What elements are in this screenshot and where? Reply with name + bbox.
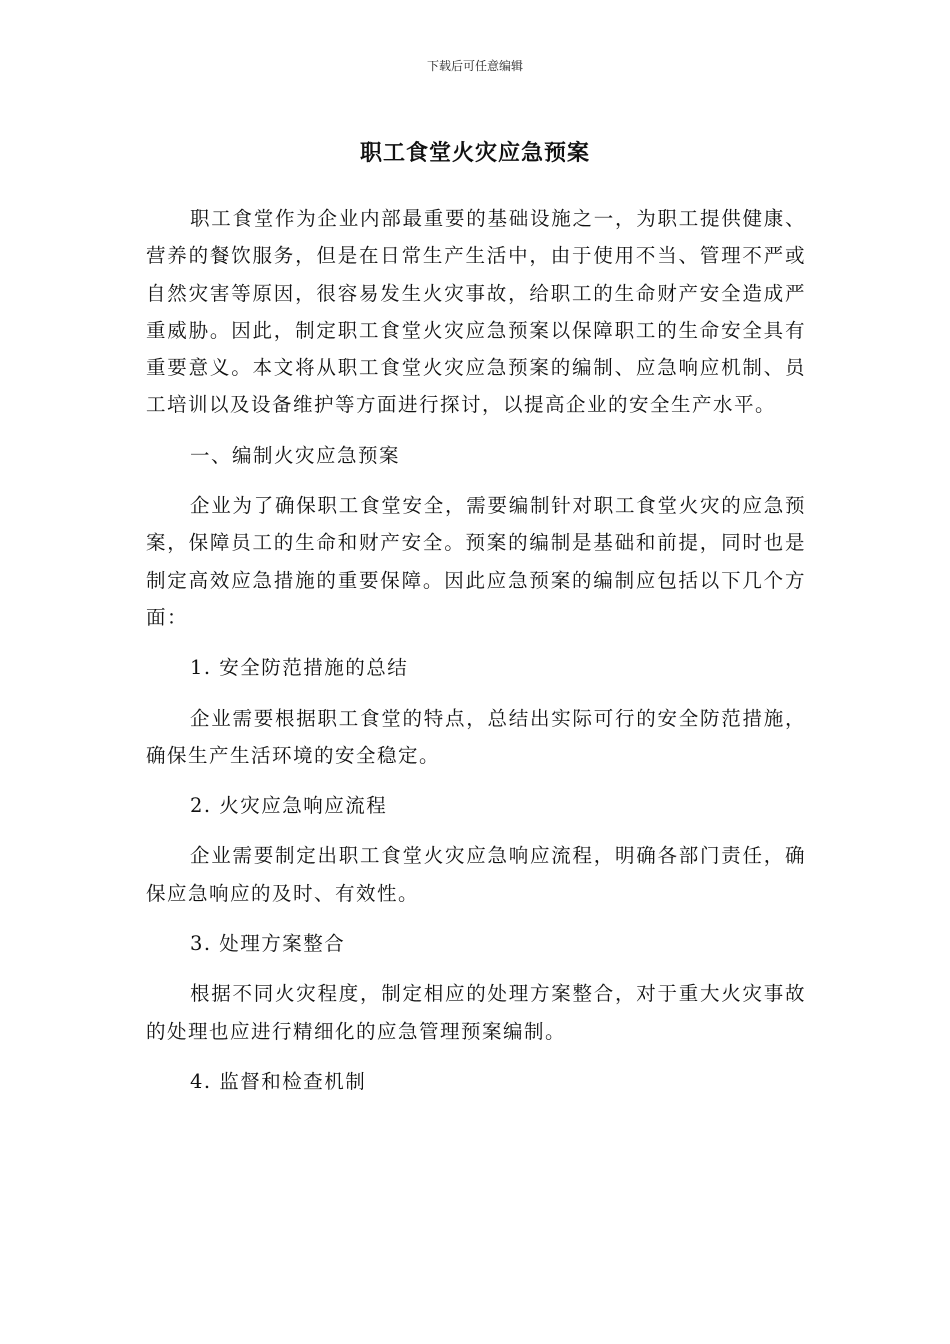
document-body <box>146 200 806 1100</box>
subheading-4: 4. 监督和检查机制 <box>190 1069 367 1093</box>
subheading-2: 2. 火灾应急响应流程 <box>190 794 388 818</box>
subheading-1: 1. 安全防范措施的总结 <box>190 656 409 680</box>
subheading-3-paragraph: 根据不同火灾程度，制定相应的处理方案整合，对于重大火灾事故的处理也应进行精细化的应急管理预案编制。 <box>146 982 806 1043</box>
header-note: 下载后可任意编辑 <box>426 59 523 73</box>
intro-paragraph: 职工食堂作为企业内部最重要的基础设施之一，为职工提供健康、营养的餐饮服务，但是在日常生产生活中，由于使用不当、管理不严或自然灾害等原因，很容易发生火灾事故，给职工的生命财产安全造成严重威胁。因此，制定职工食堂火灾应急预案以保障职工的生命安全具有重要意义。本文将从职工食堂火灾应急预案的编制、应急响应机制、员工培训以及设备维护等方面进行探讨，以提高企业的安全生产水平。 <box>146 207 806 417</box>
subheading-2-paragraph: 企业需要制定出职工食堂火灾应急响应流程，明确各部门责任，确保应急响应的及时、有效性。 <box>146 844 806 905</box>
subheading-1-paragraph: 企业需要根据职工食堂的特点，总结出实际可行的安全防范措施，确保生产生活环境的安全稳定。 <box>146 706 806 767</box>
subheading-3: 3. 处理方案整合 <box>190 932 346 956</box>
section-heading-1: 一、编制火灾应急预案 <box>190 443 401 467</box>
section-1-paragraph: 企业为了确保职工食堂安全，需要编制针对职工食堂火灾的应急预案，保障员工的生命和财产安全。预案的编制是基础和前提，同时也是制定高效应急措施的重要保障。因此应急预案的编制应包括以下几个方面： <box>146 494 806 629</box>
document-title: 职工食堂火灾应急预案 <box>359 141 590 166</box>
